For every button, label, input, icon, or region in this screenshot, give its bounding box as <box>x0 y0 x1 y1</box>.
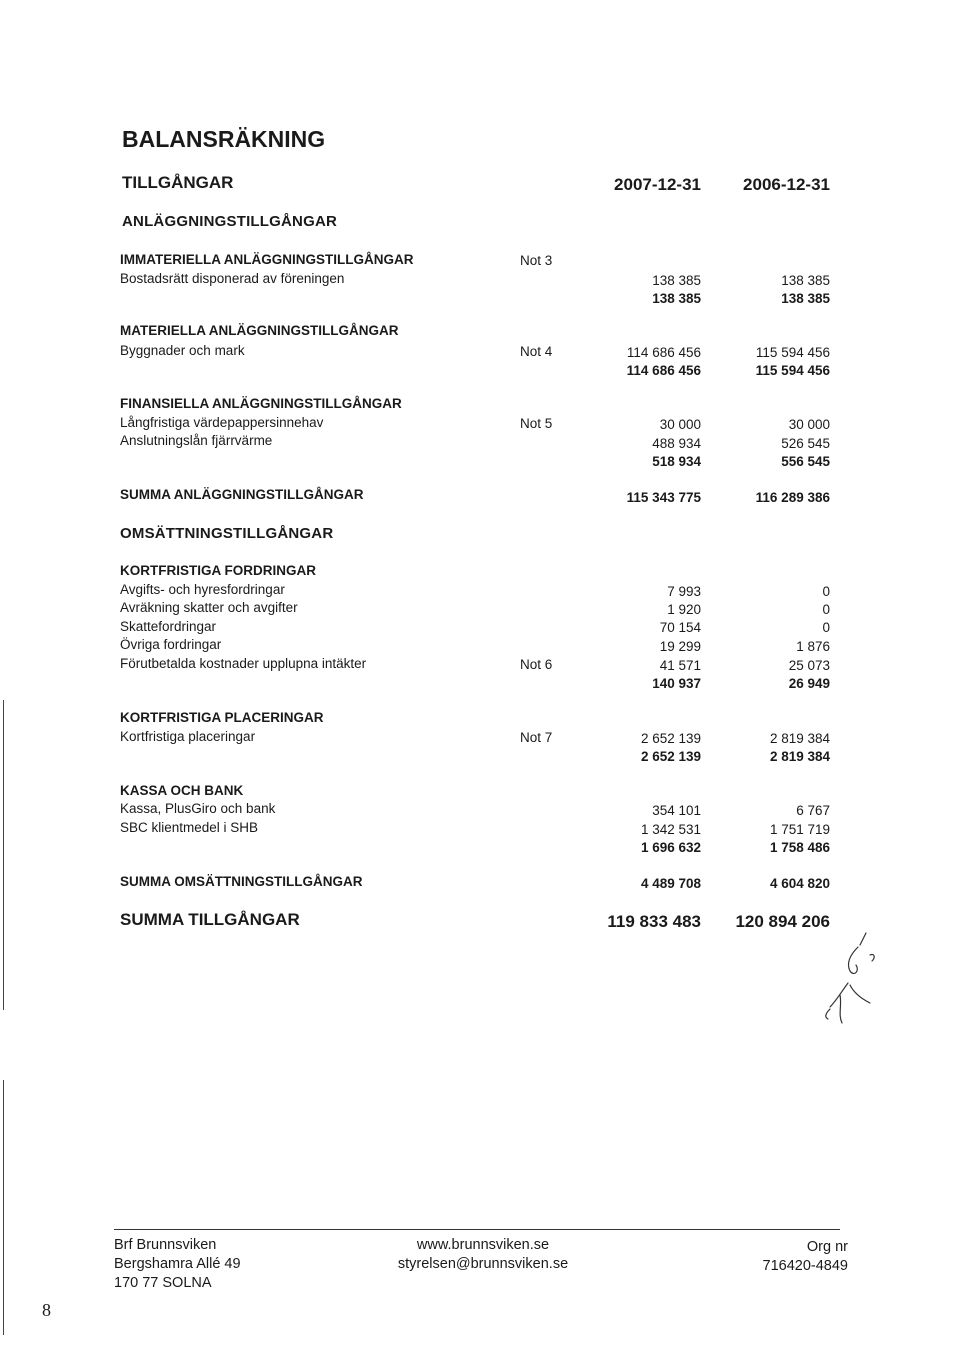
row-label: Avräkning skatter och avgifter <box>120 600 298 615</box>
current-assets-total-label: SUMMA OMSÄTTNINGSTILLGÅNGAR <box>120 874 363 889</box>
value-2007: 7 993 <box>667 584 701 599</box>
section-label-assets: TILLGÅNGAR <box>122 173 234 192</box>
value-2007: 2 652 139 <box>640 731 701 746</box>
total-2006: 4 604 820 <box>769 876 830 891</box>
footer-org-name: Brf Brunnsviken <box>114 1237 217 1253</box>
value-2007: 30 000 <box>659 417 701 432</box>
value-2007: 41 571 <box>659 658 701 673</box>
value-2006: 25 073 <box>788 658 830 673</box>
row-label: Byggnader och mark <box>120 343 245 358</box>
column-header-2007: 2007-12-31 <box>614 175 701 194</box>
receivables-heading: KORTFRISTIGA FORDRINGAR <box>120 563 316 578</box>
value-2007: 138 385 <box>652 273 701 288</box>
grand-total-2006: 120 894 206 <box>735 912 830 931</box>
footer-org-number <box>763 1238 848 1276</box>
column-header-2006: 2006-12-31 <box>743 175 830 194</box>
row-label: Förutbetalda kostnader upplupna intäkter <box>120 656 367 671</box>
total-2007: 4 489 708 <box>640 876 701 891</box>
current-assets-heading: OMSÄTTNINGSTILLGÅNGAR <box>120 525 334 542</box>
grand-total-2007: 119 833 483 <box>607 912 701 931</box>
row-label: Bostadsrätt disponerad av föreningen <box>120 271 345 286</box>
fixed-assets-heading: ANLÄGGNINGSTILLGÅNGAR <box>122 213 338 230</box>
financial-heading: FINANSIELLA ANLÄGGNINGSTILLGÅNGAR <box>120 396 402 411</box>
value-2007: 1 342 531 <box>640 822 701 837</box>
subtotal-2007: 138 385 <box>652 291 701 306</box>
scan-edge-line <box>3 700 4 1010</box>
fixed-assets-total-label: SUMMA ANLÄGGNINGSTILLGÅNGAR <box>120 487 364 502</box>
note-reference: Not 7 <box>520 730 553 745</box>
footer-orgnr-label: Org nr <box>806 1239 848 1255</box>
value-2006: 138 385 <box>781 273 830 288</box>
subtotal-2006: 2 819 384 <box>769 749 830 764</box>
value-2006: 526 545 <box>781 436 830 451</box>
row-label: Långfristiga värdepappersinnehav <box>120 415 324 430</box>
cash-heading: KASSA OCH BANK <box>120 783 244 798</box>
footer-rule <box>114 1229 840 1230</box>
value-2007: 114 686 456 <box>626 345 701 360</box>
footer-email-link[interactable]: styrelsen@brunnsviken.se <box>397 1256 569 1272</box>
row-label: Kortfristiga placeringar <box>120 729 256 744</box>
footer-address <box>114 1236 241 1293</box>
scan-edge-line <box>3 1080 4 1335</box>
footer-contact <box>388 1236 578 1274</box>
footer-website-link[interactable]: www.brunnsviken.se <box>416 1237 550 1253</box>
row-label: Övriga fordringar <box>120 637 222 652</box>
row-label: Avgifts- och hyresfordringar <box>120 582 285 597</box>
row-label: Kassa, PlusGiro och bank <box>120 801 276 816</box>
row-label: SBC klientmedel i SHB <box>120 820 259 835</box>
note-reference: Not 4 <box>520 344 553 359</box>
value-2006: 1 876 <box>796 639 830 654</box>
page-title: BALANSRÄKNING <box>122 126 326 152</box>
value-2006: 30 000 <box>788 417 830 432</box>
subtotal-2007: 114 686 456 <box>626 363 701 378</box>
subtotal-2006: 138 385 <box>781 291 830 306</box>
value-2006: 1 751 719 <box>769 822 830 837</box>
subtotal-2007: 2 652 139 <box>640 749 701 764</box>
note-reference: Not 6 <box>520 657 553 672</box>
subtotal-2007: 140 937 <box>652 676 701 691</box>
tangible-heading: MATERIELLA ANLÄGGNINGSTILLGÅNGAR <box>120 323 399 338</box>
signature-initials <box>800 925 880 1035</box>
value-2007: 1 920 <box>667 602 701 617</box>
intangible-heading: IMMATERIELLA ANLÄGGNINGSTILLGÅNGAR <box>120 252 414 267</box>
value-2006: 115 594 456 <box>755 345 830 360</box>
value-2007: 19 299 <box>659 639 701 654</box>
value-2007: 354 101 <box>652 803 701 818</box>
value-2006: 0 <box>822 602 830 617</box>
note-reference: Not 5 <box>520 416 553 431</box>
total-2006: 116 289 386 <box>755 490 830 505</box>
value-2006: 0 <box>822 620 830 635</box>
row-label: Skattefordringar <box>120 619 217 634</box>
subtotal-2006: 1 758 486 <box>769 840 830 855</box>
grand-total-label: SUMMA TILLGÅNGAR <box>120 910 300 929</box>
value-2006: 0 <box>822 584 830 599</box>
page-number: 8 <box>42 1300 51 1320</box>
subtotal-2006: 26 949 <box>788 676 830 691</box>
subtotal-2006: 115 594 456 <box>755 363 830 378</box>
value-2007: 70 154 <box>659 620 701 635</box>
subtotal-2006: 556 545 <box>781 454 830 469</box>
subtotal-2007: 1 696 632 <box>640 840 701 855</box>
subtotal-2007: 518 934 <box>652 454 701 469</box>
value-2007: 488 934 <box>652 436 701 451</box>
footer-orgnr-value: 716420-4849 <box>762 1258 848 1274</box>
investments-heading: KORTFRISTIGA PLACERINGAR <box>120 710 324 725</box>
note-reference: Not 3 <box>520 253 553 268</box>
value-2006: 2 819 384 <box>769 731 830 746</box>
value-2006: 6 767 <box>796 803 830 818</box>
footer-street: Bergshamra Allé 49 <box>114 1256 241 1272</box>
total-2007: 115 343 775 <box>626 490 701 505</box>
row-label: Anslutningslån fjärrvärme <box>120 433 273 448</box>
footer-postal: 170 77 SOLNA <box>114 1275 212 1291</box>
